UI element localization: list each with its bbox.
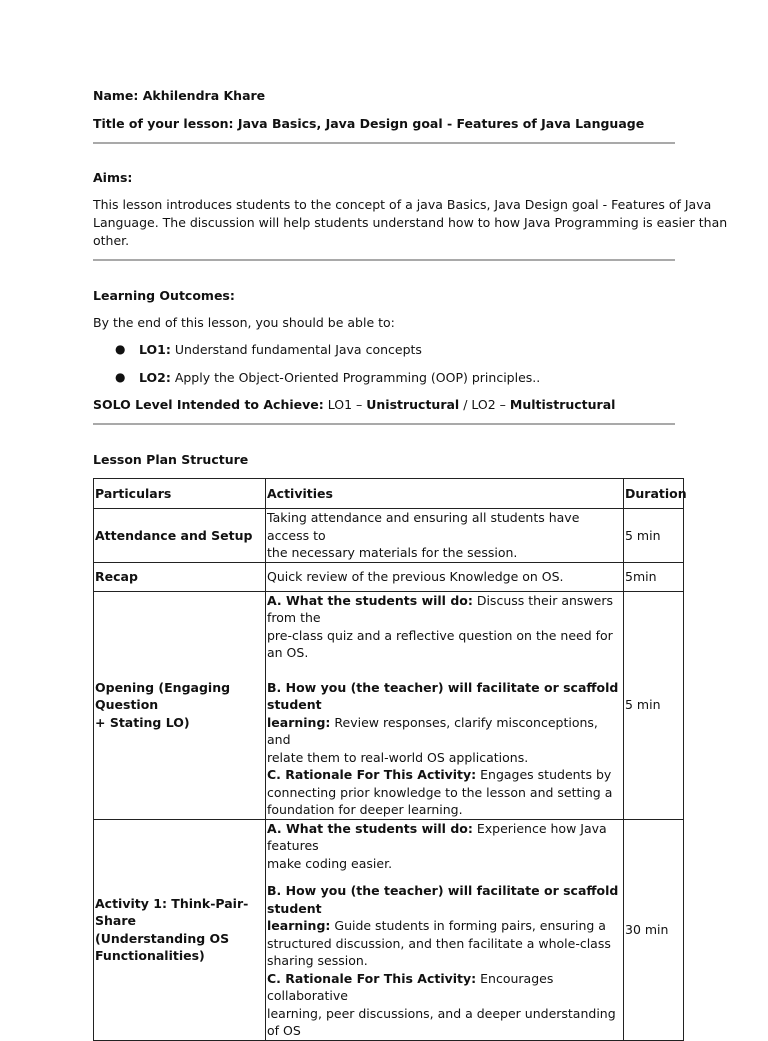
aims-text-line: other.	[93, 233, 130, 248]
plan-heading: Lesson Plan Structure	[93, 452, 249, 467]
solo-lo2-level: Multistructural	[509, 397, 616, 412]
column-header: Particulars	[94, 479, 266, 509]
name-label: Name:	[93, 88, 143, 103]
outcome-text: Understand fundamental Java concepts	[170, 342, 422, 357]
solo-sep: / LO2 –	[459, 397, 510, 412]
bullet-icon: ●	[115, 342, 126, 356]
solo-label: SOLO Level Intended to Achieve:	[93, 397, 324, 412]
outcome-code: LO1:	[139, 342, 171, 357]
author-name: Akhilendra Khare	[142, 88, 266, 103]
divider	[93, 423, 675, 425]
duration-cell: 30 min	[624, 819, 684, 1040]
outcome-item	[139, 370, 540, 385]
outcome-text: Apply the Object-Oriented Programming (OOP) principles..	[170, 370, 541, 385]
particular-cell: Opening (Engaging Question + Stating LO)	[94, 591, 266, 819]
outcome-code: LO2:	[139, 370, 171, 385]
solo-lo1: LO1 –	[323, 397, 367, 412]
solo-lo1-level: Unistructural	[366, 397, 460, 412]
aims-text-line: Language. The discussion will help students understand how to how Java Programming is easier than	[93, 215, 728, 230]
outcomes-intro: By the end of this lesson, you should be able to:	[93, 315, 395, 330]
aims-heading: Aims:	[93, 170, 133, 185]
author-line	[93, 88, 265, 103]
lesson-title: Java Basics, Java Design goal - Features of Java Language	[237, 116, 645, 131]
activity-cell: Taking attendance and ensuring all students have access to the necessary materials for the session.	[266, 509, 624, 563]
column-header: Activities	[266, 479, 624, 509]
outcome-item	[139, 342, 422, 357]
lesson-plan-table	[93, 478, 687, 1041]
divider	[93, 259, 675, 261]
duration-cell: 5min	[624, 562, 684, 591]
column-header: Duration	[624, 479, 684, 509]
duration-cell: 5 min	[624, 591, 684, 819]
activity-cell: A. What the students will do: Discuss their answers from the pre-class quiz and a reflective question on the need for an OS. B. How you (the teacher) will facilitate or scaffold student learning: Review responses, clarify misconceptions, and relate them to real-world OS applications. C. Rationale For This Activity: Engages students by connecting prior knowledge to the lesson and setting a foundation for deeper learning.	[266, 591, 624, 819]
particular-cell: Attendance and Setup	[94, 509, 266, 563]
particular-cell: Recap	[94, 562, 266, 591]
table-header-row	[94, 479, 684, 509]
table-row	[94, 562, 684, 591]
table-row	[94, 819, 684, 1040]
divider	[93, 142, 675, 144]
solo-level-line	[93, 397, 615, 412]
outcomes-heading: Learning Outcomes:	[93, 288, 235, 303]
aims-text-line: This lesson introduces students to the concept of a java Basics, Java Design goal - Features of Java	[93, 197, 712, 212]
particular-cell: Activity 1: Think-Pair-Share (Understanding OS Functionalities)	[94, 819, 266, 1040]
lesson-title-label: Title of your lesson:	[93, 116, 238, 131]
lesson-title-line	[93, 116, 644, 131]
activity-cell: Quick review of the previous Knowledge on OS.	[266, 562, 624, 591]
duration-cell: 5 min	[624, 509, 684, 563]
table-row	[94, 591, 684, 819]
table-row	[94, 509, 684, 563]
bullet-icon: ●	[115, 370, 126, 384]
activity-cell: A. What the students will do: Experience how Java features make coding easier. B. How you (the teacher) will facilitate or scaffold student learning: Guide students in forming pairs, ensuring a structured discussion, and then facilitate a whole-class sharing session. C. Rationale For This Activity: Encourages collaborative learning, peer discussions, and a deeper understanding of OS	[266, 819, 624, 1040]
